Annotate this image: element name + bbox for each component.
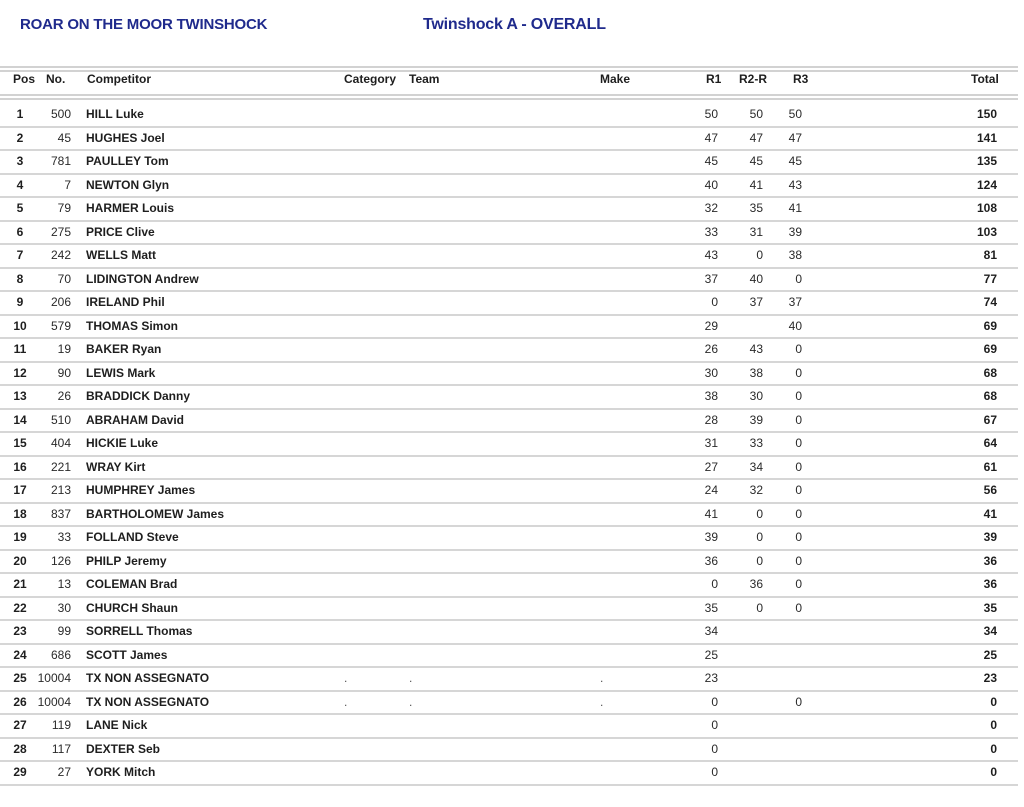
position-cell: 22 (13, 600, 27, 615)
r1-score-cell: 0 (711, 295, 718, 309)
table-row (0, 292, 1018, 316)
r3-score-cell: 38 (788, 248, 802, 262)
competitor-cell: TX NON ASSEGNATO (86, 671, 210, 685)
table-row (0, 574, 1018, 598)
team-cell: . (409, 694, 413, 709)
r2-score-cell: 31 (749, 224, 763, 239)
position-cell: 16 (13, 459, 27, 474)
table-row (0, 104, 1018, 128)
r1-score-cell: 0 (711, 765, 718, 779)
r1-score-cell: 37 (704, 271, 718, 286)
number-cell: 837 (50, 506, 71, 521)
competitor-cell: HARMER Louis (86, 201, 174, 215)
position-cell: 1 (16, 107, 24, 121)
number-cell: 10004 (37, 671, 71, 685)
position-cell: 23 (13, 624, 27, 638)
table-row (0, 645, 1018, 669)
column-header-r1: R1 (706, 72, 722, 86)
total-cell: 150 (976, 107, 997, 121)
table-row (0, 527, 1018, 551)
number-cell: 33 (57, 530, 71, 544)
competitor-cell: SCOTT James (86, 647, 168, 662)
total-cell: 35 (983, 600, 997, 615)
position-cell: 7 (16, 248, 24, 262)
column-header-r3: R3 (793, 72, 809, 86)
table-row (0, 410, 1018, 434)
r1-score-cell: 28 (704, 412, 718, 427)
r2-score-cell: 0 (756, 506, 763, 521)
r1-score-cell: 25 (704, 647, 718, 662)
number-cell: 90 (57, 365, 71, 380)
competitor-cell: WELLS Matt (86, 248, 156, 262)
table-row (0, 762, 1018, 786)
r2-score-cell: 0 (756, 553, 763, 568)
total-cell: 0 (990, 718, 997, 732)
competitor-cell: PHILP Jeremy (86, 553, 167, 568)
competitor-cell: CHURCH Shaun (86, 600, 178, 615)
r3-score-cell: 0 (795, 436, 802, 450)
number-cell: 781 (50, 154, 71, 168)
total-cell: 23 (983, 671, 997, 685)
position-cell: 9 (16, 295, 24, 309)
table-row (0, 386, 1018, 410)
r3-score-cell: 47 (788, 130, 802, 145)
total-cell: 141 (976, 130, 997, 145)
total-cell: 25 (983, 647, 997, 662)
position-cell: 19 (13, 530, 27, 544)
column-header-make: Make (600, 72, 631, 86)
number-cell: 510 (50, 412, 71, 427)
event-title: ROAR ON THE MOOR TWINSHOCK (20, 16, 268, 33)
total-cell: 69 (983, 342, 997, 356)
table-row (0, 480, 1018, 504)
column-header-category: Category (344, 72, 397, 86)
class-title: Twinshock A - OVERALL (423, 16, 606, 33)
competitor-cell: SORRELL Thomas (86, 624, 193, 638)
number-cell: 126 (50, 553, 71, 568)
r1-score-cell: 43 (704, 248, 718, 262)
total-cell: 69 (983, 318, 997, 333)
r1-score-cell: 34 (704, 624, 718, 638)
table-row (0, 504, 1018, 528)
number-cell: 117 (51, 741, 71, 756)
table-row (0, 668, 1018, 692)
r1-score-cell: 35 (704, 600, 718, 615)
r1-score-cell: 29 (704, 318, 718, 333)
number-cell: 27 (57, 765, 71, 779)
r3-score-cell: 0 (795, 530, 802, 544)
table-row (0, 198, 1018, 222)
number-cell: 119 (51, 718, 71, 732)
r3-score-cell: 0 (795, 412, 802, 427)
r1-score-cell: 27 (704, 459, 718, 474)
number-cell: 99 (57, 624, 71, 638)
total-cell: 74 (983, 295, 997, 309)
number-cell: 79 (57, 201, 71, 215)
number-cell: 19 (57, 342, 71, 356)
total-cell: 68 (983, 365, 997, 380)
competitor-cell: PRICE Clive (86, 224, 155, 239)
position-cell: 27 (13, 718, 27, 732)
competitor-cell: PAULLEY Tom (86, 154, 169, 168)
r2-score-cell: 0 (756, 248, 763, 262)
team-cell: . (409, 671, 413, 685)
r1-score-cell: 32 (704, 201, 718, 215)
number-cell: 579 (50, 318, 71, 333)
r2-score-cell: 50 (749, 107, 763, 121)
r1-score-cell: 30 (704, 365, 718, 380)
position-cell: 18 (13, 506, 27, 521)
r3-score-cell: 39 (788, 224, 802, 239)
competitor-cell: COLEMAN Brad (86, 577, 178, 591)
total-cell: 39 (983, 530, 997, 544)
table-row (0, 245, 1018, 269)
column-header-total: Total (971, 72, 999, 86)
total-cell: 0 (990, 694, 997, 709)
r2-score-cell: 35 (749, 201, 763, 215)
column-header-team: Team (409, 72, 440, 86)
total-cell: 0 (990, 765, 997, 779)
competitor-cell: TX NON ASSEGNATO (86, 694, 210, 709)
r2-score-cell: 38 (749, 365, 763, 380)
position-cell: 26 (13, 694, 27, 709)
r3-score-cell: 0 (795, 271, 802, 286)
table-row (0, 175, 1018, 199)
total-cell: 81 (983, 248, 997, 262)
r3-score-cell: 0 (795, 459, 802, 474)
r3-score-cell: 40 (788, 318, 802, 333)
position-cell: 13 (13, 389, 27, 403)
table-row (0, 151, 1018, 175)
make-cell: . (600, 694, 604, 709)
number-cell: 206 (50, 295, 71, 309)
r2-score-cell: 37 (749, 295, 763, 309)
number-cell: 221 (50, 459, 71, 474)
position-cell: 4 (16, 177, 24, 192)
number-cell: 686 (50, 647, 71, 662)
position-cell: 8 (16, 271, 24, 286)
r1-score-cell: 26 (704, 342, 718, 356)
total-cell: 64 (983, 436, 997, 450)
competitor-cell: BARTHOLOMEW James (86, 506, 225, 521)
r1-score-cell: 36 (704, 553, 718, 568)
position-cell: 5 (16, 201, 24, 215)
number-cell: 500 (50, 107, 71, 121)
r2-score-cell: 0 (756, 600, 763, 615)
table-row (0, 621, 1018, 645)
r3-score-cell: 45 (788, 154, 802, 168)
r3-score-cell: 43 (788, 177, 802, 192)
total-cell: 36 (983, 577, 997, 591)
r1-score-cell: 0 (711, 577, 718, 591)
total-cell: 41 (983, 506, 997, 521)
total-cell: 103 (976, 224, 997, 239)
r1-score-cell: 24 (704, 483, 718, 497)
competitor-cell: HILL Luke (86, 107, 144, 121)
r3-score-cell: 37 (788, 295, 802, 309)
r3-score-cell: 0 (795, 577, 802, 591)
r1-score-cell: 38 (704, 389, 718, 403)
table-row (0, 316, 1018, 340)
r2-score-cell: 30 (749, 389, 763, 403)
competitor-cell: ABRAHAM David (86, 412, 185, 427)
total-cell: 67 (983, 412, 997, 427)
r2-score-cell: 41 (749, 177, 763, 192)
table-row (0, 739, 1018, 763)
r2-score-cell: 47 (749, 130, 763, 145)
total-cell: 108 (976, 201, 997, 215)
number-cell: 10004 (37, 694, 71, 709)
table-row (0, 551, 1018, 575)
position-cell: 21 (13, 577, 27, 591)
number-cell: 26 (57, 389, 71, 403)
r2-score-cell: 43 (749, 342, 763, 356)
r1-score-cell: 31 (704, 436, 718, 450)
r2-score-cell: 45 (749, 154, 763, 168)
position-cell: 6 (16, 224, 24, 239)
r3-score-cell: 0 (795, 342, 802, 356)
column-header-competitor: Competitor (87, 72, 151, 86)
make-cell: . (600, 671, 604, 685)
table-row (0, 339, 1018, 363)
r3-score-cell: 41 (788, 201, 802, 215)
number-cell: 275 (50, 224, 71, 239)
competitor-cell: BAKER Ryan (86, 342, 162, 356)
total-cell: 124 (976, 177, 997, 192)
table-row (0, 363, 1018, 387)
total-cell: 135 (976, 154, 997, 168)
r1-score-cell: 0 (711, 694, 718, 709)
table-row (0, 598, 1018, 622)
position-cell: 14 (13, 412, 27, 427)
category-cell: . (344, 671, 348, 685)
position-cell: 15 (13, 436, 27, 450)
category-cell: . (344, 694, 348, 709)
r1-score-cell: 23 (704, 671, 718, 685)
competitor-cell: YORK Mitch (86, 765, 156, 779)
r3-score-cell: 0 (795, 600, 802, 615)
header-bottom-divider (0, 94, 1018, 100)
position-cell: 20 (13, 553, 27, 568)
number-cell: 70 (57, 271, 71, 286)
r1-score-cell: 0 (711, 718, 718, 732)
table-row (0, 269, 1018, 293)
number-cell: 404 (50, 436, 71, 450)
competitor-cell: HUMPHREY James (86, 483, 196, 497)
r3-score-cell: 0 (795, 506, 802, 521)
r2-score-cell: 32 (749, 483, 763, 497)
r2-score-cell: 0 (756, 530, 763, 544)
r3-score-cell: 0 (795, 553, 802, 568)
r1-score-cell: 47 (704, 130, 718, 145)
number-cell: 7 (64, 177, 71, 192)
competitor-cell: WRAY Kirt (86, 459, 146, 474)
results-table-body (0, 104, 1018, 786)
position-cell: 12 (13, 365, 27, 380)
column-header-pos: Pos (13, 72, 36, 86)
r1-score-cell: 45 (704, 154, 718, 168)
column-header-r2: R2-R (739, 72, 768, 86)
position-cell: 29 (13, 765, 27, 779)
r1-score-cell: 40 (704, 177, 718, 192)
position-cell: 17 (13, 483, 27, 497)
competitor-cell: IRELAND Phil (86, 295, 165, 309)
position-cell: 3 (16, 154, 24, 168)
r1-score-cell: 50 (704, 107, 718, 121)
position-cell: 24 (13, 647, 27, 662)
r1-score-cell: 33 (704, 224, 718, 239)
r3-score-cell: 0 (795, 694, 802, 709)
total-cell: 34 (983, 624, 997, 638)
r3-score-cell: 50 (788, 107, 802, 121)
table-row (0, 692, 1018, 716)
competitor-cell: LEWIS Mark (86, 365, 156, 380)
competitor-cell: HUGHES Joel (86, 130, 165, 145)
number-cell: 213 (50, 483, 71, 497)
competitor-cell: NEWTON Glyn (86, 177, 170, 192)
position-cell: 25 (13, 671, 27, 685)
table-row (0, 715, 1018, 739)
r3-score-cell: 0 (795, 483, 802, 497)
r3-score-cell: 0 (795, 389, 802, 403)
column-header-no: No. (46, 72, 66, 86)
competitor-cell: THOMAS Simon (86, 318, 178, 333)
table-row (0, 128, 1018, 152)
number-cell: 242 (50, 248, 71, 262)
r1-score-cell: 0 (711, 741, 718, 756)
position-cell: 11 (13, 342, 27, 356)
position-cell: 28 (13, 741, 27, 756)
r1-score-cell: 39 (704, 530, 718, 544)
number-cell: 13 (57, 577, 71, 591)
number-cell: 45 (57, 130, 71, 145)
competitor-cell: HICKIE Luke (86, 436, 159, 450)
r1-score-cell: 41 (704, 506, 718, 521)
number-cell: 30 (57, 600, 71, 615)
total-cell: 56 (983, 483, 997, 497)
table-row (0, 433, 1018, 457)
total-cell: 61 (983, 459, 997, 474)
total-cell: 68 (983, 389, 997, 403)
r2-score-cell: 34 (749, 459, 763, 474)
total-cell: 36 (983, 553, 997, 568)
total-cell: 0 (990, 741, 997, 756)
r2-score-cell: 39 (749, 412, 763, 427)
competitor-cell: FOLLAND Steve (86, 530, 179, 544)
r2-score-cell: 36 (749, 577, 763, 591)
competitor-cell: BRADDICK Danny (86, 389, 191, 403)
position-cell: 2 (16, 130, 24, 145)
results-table-header (0, 72, 1018, 94)
table-row (0, 457, 1018, 481)
competitor-cell: DEXTER Seb (86, 741, 161, 756)
total-cell: 77 (983, 271, 997, 286)
competitor-cell: LIDINGTON Andrew (86, 271, 199, 286)
r2-score-cell: 33 (749, 436, 763, 450)
r2-score-cell: 40 (749, 271, 763, 286)
r3-score-cell: 0 (795, 365, 802, 380)
position-cell: 10 (13, 318, 27, 333)
table-row (0, 222, 1018, 246)
competitor-cell: LANE Nick (86, 718, 148, 732)
